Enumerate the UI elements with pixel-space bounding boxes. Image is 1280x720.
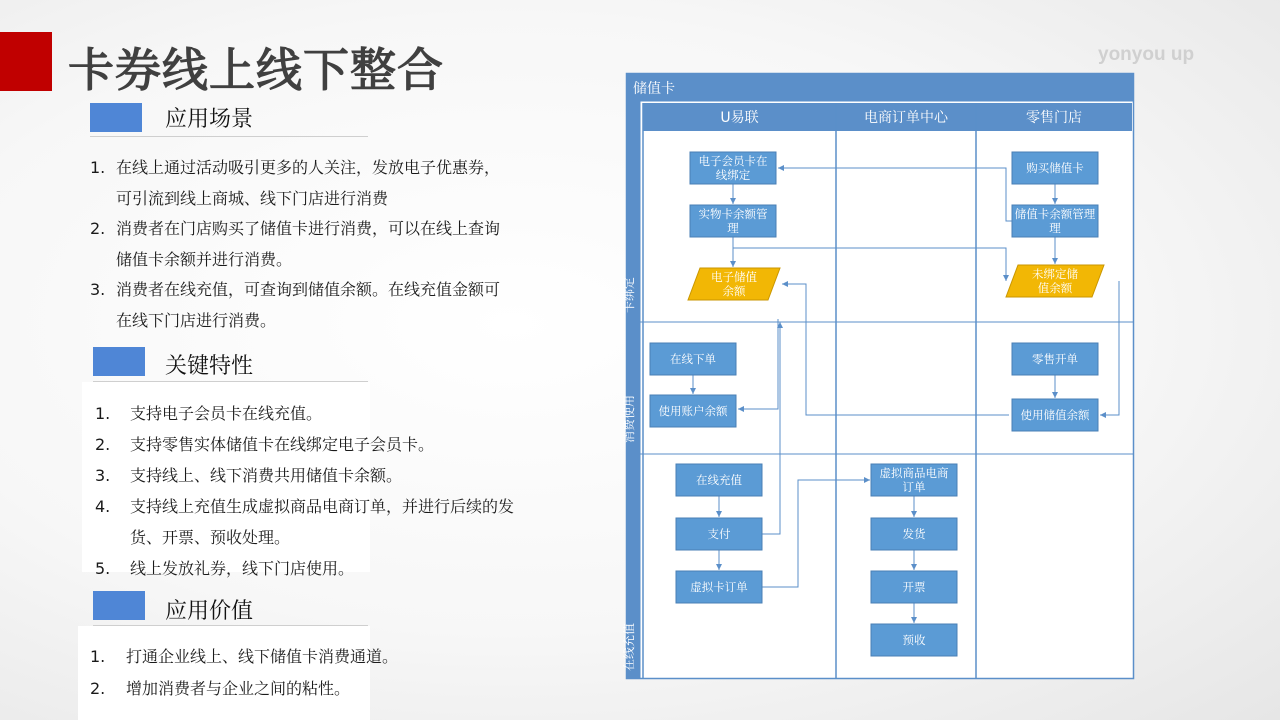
list-item-text: 支持电子会员卡在线充值。: [130, 404, 323, 423]
diagram-title-bar: [627, 74, 1134, 102]
list-item-text: 支持线上、线下消费共用储值卡余额。: [130, 466, 403, 485]
value-list: [90, 641, 398, 705]
node-label: 开票: [902, 580, 926, 594]
list-item-number: 1.: [90, 647, 106, 666]
lane-header-label: 零售门店: [1026, 110, 1082, 126]
node-label: 使用账户余额: [658, 404, 728, 418]
node-label: 线绑定: [715, 168, 751, 182]
list-item: [90, 153, 500, 214]
phase-label: 在线充值: [622, 622, 636, 672]
node-label: 值余额: [1037, 281, 1073, 295]
node-label: 使用储值余额: [1020, 408, 1090, 422]
flow-node-physical-balance-mgmt: [690, 205, 776, 237]
flow-node-online-topup: [676, 464, 762, 496]
list-item-text: 线上发放礼券，线下门店使用。: [130, 559, 355, 578]
list-item-text: 货、开票、预收处理。: [130, 528, 291, 547]
flow-node-card-balance-mgmt: [1012, 205, 1098, 237]
list-item-number: 5.: [95, 559, 111, 578]
list-item-number: 2.: [95, 435, 111, 454]
flow-node-buy-card: [1012, 152, 1098, 184]
flow-node-prepaid: [871, 624, 957, 656]
lane-header-label: 电商订单中心: [864, 110, 948, 126]
list-item-number: 3.: [95, 466, 111, 485]
node-label: 支付: [707, 527, 731, 541]
page-title: 卡券线上线下整合: [68, 43, 444, 97]
section-marker-scenarios: [90, 103, 142, 132]
node-label: 未绑定储: [1032, 267, 1078, 281]
flow-node-virtual-goods-order: [871, 464, 957, 496]
list-item-text: 打通企业线上、线下储值卡消费通道。: [126, 647, 399, 666]
section-divider: [93, 381, 368, 382]
section-title-features: 关键特性: [165, 354, 254, 379]
node-label: 理: [727, 221, 739, 235]
list-item-text: 在线上通过活动吸引更多的人关注，发放电子优惠券，: [116, 158, 501, 177]
section-marker-features: [93, 347, 145, 376]
node-label: 订单: [902, 480, 926, 494]
section-divider: [93, 625, 368, 626]
list-item-number: 4.: [95, 497, 111, 516]
scenarios-list: [90, 153, 500, 336]
section-marker-value: [93, 591, 145, 620]
list-item-number: 1.: [90, 158, 106, 177]
list-item-number: 2.: [90, 679, 106, 698]
diagram-title: 储值卡: [633, 81, 675, 97]
list-item-text: 支持零售实体储值卡在线绑定电子会员卡。: [130, 435, 435, 454]
list-item-text: 消费者在门店购买了储值卡进行消费，可以在线上查询: [116, 219, 501, 238]
flow-node-unbound-balance: [1006, 265, 1104, 297]
node-label: 电子会员卡在: [698, 154, 768, 168]
list-item-text: 储值卡余额并进行消费。: [116, 249, 293, 269]
node-label: 实物卡余额管: [698, 207, 768, 221]
list-item-text: 支持线上充值生成虚拟商品电商订单，并进行后续的发: [130, 497, 515, 516]
node-label: 储值卡余额管理: [1014, 207, 1096, 221]
list-item-number: 2.: [90, 219, 106, 238]
node-label: 虚拟卡订单: [690, 580, 748, 594]
list-item: [95, 398, 514, 429]
phase-bar: [627, 101, 641, 678]
list-item-number: 3.: [90, 280, 106, 299]
flow-node-use-stored-balance: [1012, 399, 1098, 431]
section-title-value: 应用价值: [165, 599, 254, 624]
node-label: 在线下单: [670, 352, 716, 366]
list-item-text: 消费者在线充值，可查询到储值余额。在线充值金额可: [116, 280, 501, 299]
flow-node-use-account-balance: [650, 395, 736, 427]
list-item: [90, 214, 500, 275]
node-label: 零售开单: [1032, 352, 1078, 366]
list-item: [90, 673, 398, 705]
flow-node-e-stored-balance: [688, 268, 780, 300]
list-item: [95, 553, 514, 584]
node-label: 发货: [902, 527, 926, 541]
phase-label: 卡绑定: [622, 276, 636, 314]
list-item-text: 增加消费者与企业之间的粘性。: [126, 679, 351, 698]
list-item: [90, 641, 398, 673]
list-item: [95, 429, 514, 460]
list-item-text: 可引流到线上商城、线下门店进行消费: [116, 188, 389, 208]
title-accent-bar: [0, 32, 52, 91]
stored-value-card-swimlane-diagram: [622, 73, 1134, 679]
node-label: 余额: [722, 284, 746, 298]
phase-label: 消费使用: [622, 394, 636, 444]
node-label: 购买储值卡: [1026, 161, 1084, 175]
node-label: 在线充值: [696, 473, 742, 487]
section-divider: [90, 136, 368, 137]
flow-node-e-card-bind: [690, 152, 776, 184]
brand-logo: yonyou up: [1098, 44, 1195, 65]
features-list: [95, 398, 514, 584]
lane-header-label: U易联: [720, 110, 759, 126]
flow-node-pay: [676, 518, 762, 550]
node-label: 理: [1049, 221, 1061, 235]
flow-node-ship: [871, 518, 957, 550]
section-title-scenarios: 应用场景: [165, 107, 254, 132]
flow-node-online-order: [650, 343, 736, 375]
list-item-number: 1.: [95, 404, 111, 423]
node-label: 虚拟商品电商: [879, 466, 949, 480]
list-item: [90, 275, 500, 336]
flow-node-virtual-card-order: [676, 571, 762, 603]
flow-node-invoice: [871, 571, 957, 603]
list-item-text: 在线下门店进行消费。: [116, 310, 277, 330]
list-item: [95, 460, 514, 491]
list-item: [95, 491, 514, 553]
node-label: 电子储值: [711, 270, 757, 284]
node-label: 预收: [902, 633, 926, 647]
flow-node-retail-order: [1012, 343, 1098, 375]
